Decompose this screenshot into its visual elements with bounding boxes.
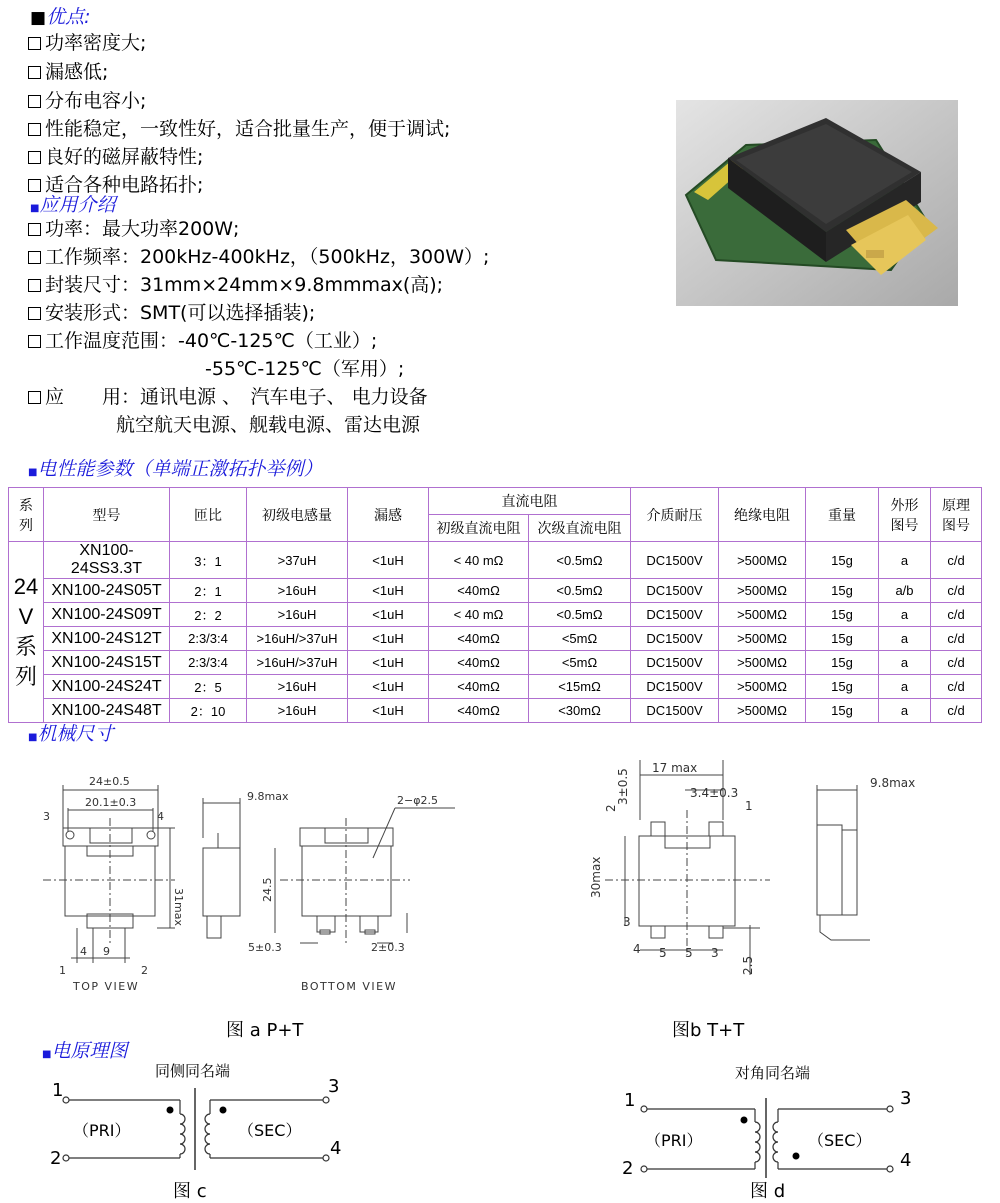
model-cell: XN100-24SS3.3T [44,542,170,579]
dielectric-cell: DC1500V [631,542,719,579]
turns-ratio-cell: 3：1 [170,542,247,579]
weight-cell: 15g [806,603,879,627]
weight-cell: 15g [806,542,879,579]
header-primary-dcr: 初级直流电阻 [429,515,529,542]
weight-cell: 15g [806,579,879,603]
dielectric-cell: DC1500V [631,627,719,651]
outline-fig-cell: a [879,675,931,699]
application-item: 功率：最大功率200W; [28,216,239,242]
secondary-dcr-cell: <15mΩ [529,675,631,699]
header-secondary-dcr: 次级直流电阻 [529,515,631,542]
fig-c-pri: （PRI） [73,1121,131,1140]
model-cell: XN100-24S15T [44,651,170,675]
outline-fig-cell: a [879,542,931,579]
secondary-dcr-cell: <30mΩ [529,699,631,723]
model-cell: XN100-24S09T [44,603,170,627]
leakage-cell: <1uH [348,699,429,723]
schematic-fig-cell: c/d [931,699,982,723]
header-series: 系 列 [9,488,44,542]
dim-5-label: 5±0.3 [248,941,282,954]
primary-dcr-cell: <40mΩ [429,651,529,675]
turns-ratio-cell: 2:3/3:4 [170,651,247,675]
figure-d-caption: 图 d [750,1181,786,1202]
mechanical-title: ■机械尺寸 [28,723,114,745]
outline-fig-cell: a [879,603,931,627]
fig-c-sec: （SEC） [238,1121,302,1140]
table-row [9,675,982,699]
leakage-cell: <1uH [348,651,429,675]
application-use: 应 用：通讯电源 、 汽车电子、 电力设备 [28,384,428,410]
secondary-dcr-cell: <0.5mΩ [529,579,631,603]
fig-c-pin2: 2 [50,1148,62,1169]
turns-ratio-cell: 2：5 [170,675,247,699]
weight-cell: 15g [806,699,879,723]
dim-25-label: 2.5 [741,955,755,975]
header-outline: 外形 图号 [879,488,931,542]
primary-inductance-cell: >16uH [247,603,348,627]
primary-dcr-cell: < 40 mΩ [429,542,529,579]
table-row [9,699,982,723]
application-item: 工作温度范围：-40℃-125℃（工业）; [28,328,377,354]
primary-inductance-cell: >16uH/>37uH [247,651,348,675]
product-photo [676,100,958,306]
dielectric-cell: DC1500V [631,699,719,723]
dim-30-label: 30max [589,856,603,898]
dim-3-label: 3±0.5 [616,768,630,805]
model-cell: XN100-24S24T [44,675,170,699]
figure-b-drawing [585,750,935,990]
header-dc-resistance: 直流电阻 [429,488,631,515]
fig-d-label: 对角同名端 [735,1064,811,1082]
dim-5a-label: 5 [659,946,667,960]
leakage-cell: <1uH [348,603,429,627]
dielectric-cell: DC1500V [631,579,719,603]
schematic-fig-cell: c/d [931,603,982,627]
table-row [9,579,982,603]
primary-dcr-cell: <40mΩ [429,699,529,723]
dim-3c-label: 3 [711,946,719,960]
advantage-item: 漏感低; [28,59,108,85]
advantages-title: ■优点: [30,6,91,28]
series-cell: 24 V 系 列 [9,542,44,723]
advantage-item: 良好的磁屏蔽特性; [28,144,203,170]
dim-inner-label: 20.1±0.3 [85,796,137,809]
primary-inductance-cell: >16uH [247,675,348,699]
fig-d-pin3: 3 [900,1088,912,1109]
model-cell: XN100-24S05T [44,579,170,603]
dim-4-label: 4 [80,945,87,958]
bottom-view-label: BOTTOM VIEW [301,980,397,993]
figure-d-drawing [610,1060,930,1180]
dim-34-label: 3.4±0.3 [690,786,739,800]
primary-dcr-cell: <40mΩ [429,579,529,603]
model-cell: XN100-24S48T [44,699,170,723]
primary-dcr-cell: < 40 mΩ [429,603,529,627]
fig-c-pin1: 1 [52,1080,64,1101]
turns-ratio-cell: 2：2 [170,603,247,627]
fig-c-label: 同侧同名端 [155,1062,231,1080]
table-row [9,627,982,651]
schematic-fig-cell: c/d [931,579,982,603]
fig-d-pin2: 2 [622,1158,634,1179]
pin2-label: 2 [141,964,148,977]
advantage-item: 分布电容小; [28,88,146,114]
outline-fig-cell: a [879,699,931,723]
advantage-item: 功率密度大; [28,30,146,56]
primary-dcr-cell: <40mΩ [429,627,529,651]
turns-ratio-cell: 2：1 [170,579,247,603]
header-primary-inductance: 初级电感量 [247,488,348,542]
fig-c-pin3: 3 [328,1076,340,1097]
header-leakage: 漏感 [348,488,429,542]
figure-a-caption: 图 a P+T [226,1020,304,1041]
table-row [9,542,982,579]
application-item: 工作频率：200kHz-400kHz，（500kHz，300W）; [28,244,489,270]
dielectric-cell: DC1500V [631,651,719,675]
primary-inductance-cell: >37uH [247,542,348,579]
turns-ratio-cell: 2：10 [170,699,247,723]
schematic-fig-cell: c/d [931,542,982,579]
application-item: 封装尺寸：31mm×24mm×9.8mmmax(高); [28,272,443,298]
insulation-cell: >500MΩ [719,675,806,699]
model-cell: XN100-24S12T [44,627,170,651]
header-dielectric: 介质耐压 [631,488,719,542]
dim-thick-label: 9.8max [247,790,289,803]
advantage-item: 适合各种电路拓扑; [28,172,203,198]
table-row [9,651,982,675]
application-item: 安装形式：SMT(可以选择插装); [28,300,315,326]
dielectric-cell: DC1500V [631,675,719,699]
header-insulation: 绝缘电阻 [719,488,806,542]
outline-fig-cell: a/b [879,579,931,603]
fig-d-pri: （PRI） [645,1131,703,1150]
weight-cell: 15g [806,651,879,675]
table-row [9,603,982,627]
leakage-cell: <1uH [348,627,429,651]
header-model: 型号 [44,488,170,542]
dim-245-label: 24.5 [261,877,274,902]
secondary-dcr-cell: <5mΩ [529,651,631,675]
top-view-label: TOP VIEW [73,980,140,993]
leakage-cell: <1uH [348,542,429,579]
figure-b-caption: 图b T+T [672,1020,745,1041]
application-use-line2: 航空航天电源、舰载电源、雷达电源 [116,414,421,436]
schematic-fig-cell: c/d [931,675,982,699]
turns-ratio-cell: 2:3/3:4 [170,627,247,651]
primary-inductance-cell: >16uH [247,579,348,603]
weight-cell: 15g [806,627,879,651]
dim-2-label: 2±0.3 [371,941,405,954]
header-schematic: 原理 图号 [931,488,982,542]
fig-d-pin1: 1 [624,1090,636,1111]
insulation-cell: >500MΩ [719,699,806,723]
leakage-cell: <1uH [348,579,429,603]
pin4-label: 4 [157,810,164,823]
insulation-cell: >500MΩ [719,579,806,603]
temp-military: -55℃-125℃（军用）; [205,358,405,380]
insulation-cell: >500MΩ [719,627,806,651]
pin1b-label: 1 [745,799,753,813]
fig-d-pin4: 4 [900,1150,912,1171]
schematic-fig-cell: c/d [931,651,982,675]
dim-98b-label: 9.8max [870,776,916,790]
dim-5b-label: 5 [685,946,693,960]
pin3-label: 3 [43,810,50,823]
schematic-title: ■电原理图 [42,1040,128,1062]
advantage-item: 性能稳定，一致性好，适合批量生产，便于调试; [28,116,450,142]
dim-width-label: 24±0.5 [89,775,130,788]
dim-height-label: 31max [172,888,185,926]
dim-4b-label: 4 [633,942,641,956]
secondary-dcr-cell: <5mΩ [529,627,631,651]
electrical-title: ■电性能参数（单端正激拓扑举例） [28,458,323,480]
fig-c-pin4: 4 [330,1138,342,1159]
dim-17-label: 17 max [652,761,698,775]
insulation-cell: >500MΩ [719,542,806,579]
primary-dcr-cell: <40mΩ [429,675,529,699]
spec-table [8,487,982,723]
secondary-dcr-cell: <0.5mΩ [529,603,631,627]
weight-cell: 15g [806,675,879,699]
dim-3b-label: 3 [623,915,631,929]
header-ratio: 匝比 [170,488,247,542]
outline-fig-cell: a [879,627,931,651]
outline-fig-cell: a [879,651,931,675]
leakage-cell: <1uH [348,675,429,699]
dim-2b-label: 2 [604,804,618,812]
figure-c-caption: 图 c [173,1181,207,1202]
insulation-cell: >500MΩ [719,603,806,627]
dim-9-label: 9 [103,945,110,958]
application-title: ■应用介绍 [30,194,116,216]
fig-d-sec: （SEC） [808,1131,872,1150]
primary-inductance-cell: >16uH/>37uH [247,627,348,651]
secondary-dcr-cell: <0.5mΩ [529,542,631,579]
header-weight: 重量 [806,488,879,542]
dielectric-cell: DC1500V [631,603,719,627]
schematic-fig-cell: c/d [931,627,982,651]
insulation-cell: >500MΩ [719,651,806,675]
dim-hole-label: 2−φ2.5 [397,794,438,807]
primary-inductance-cell: >16uH [247,699,348,723]
figure-a-drawing [35,748,475,1003]
pin1-label: 1 [59,964,66,977]
